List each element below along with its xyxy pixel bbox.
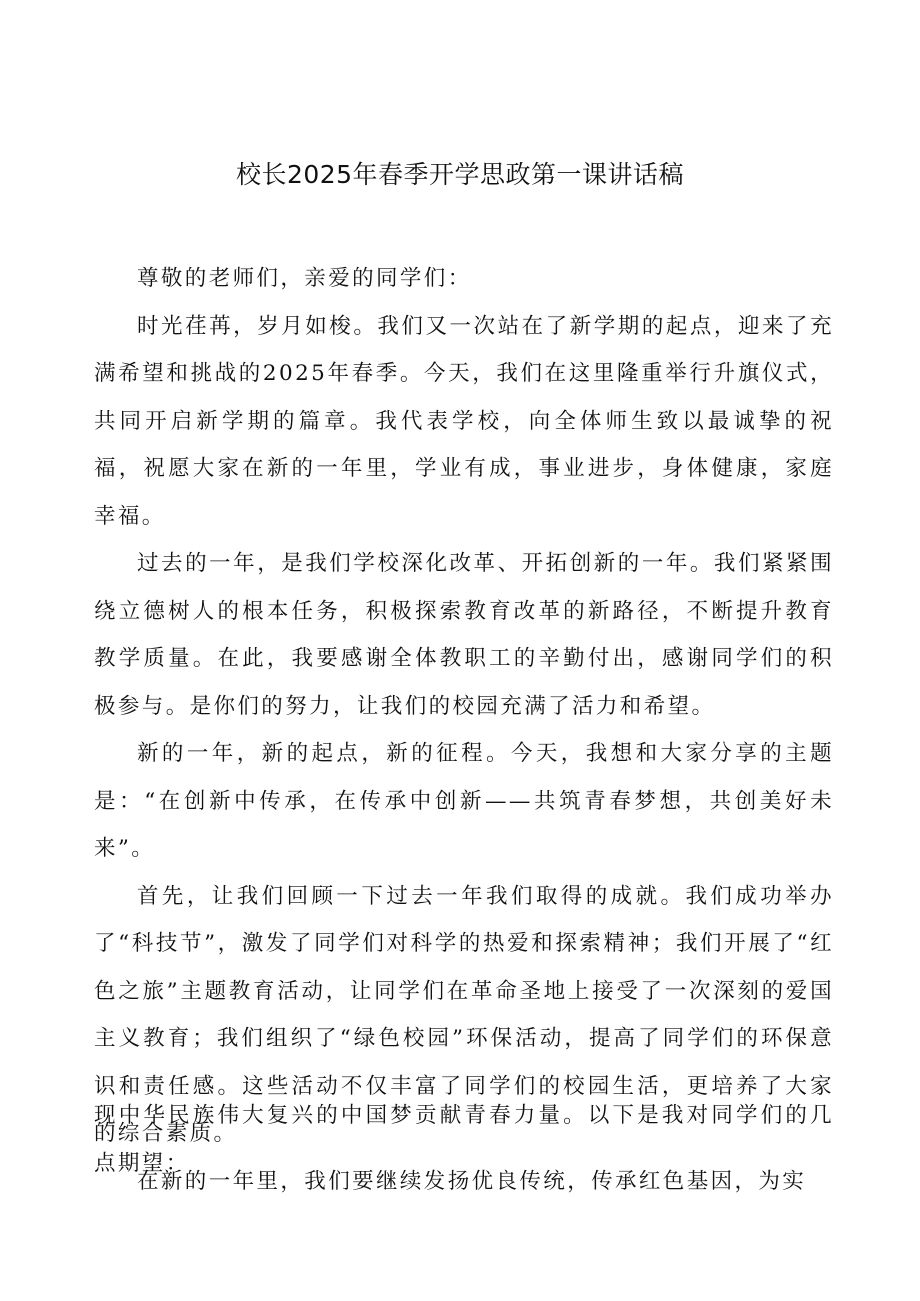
body-paragraph: 新的一年，新的起点，新的征程。今天，我想和大家分享的主题是：“在创新中传承，在传承中创新——共筑青春梦想，共创美好未来”。 <box>94 741 834 861</box>
salutation-paragraph: 尊敬的老师们，亲爱的同学们： <box>137 266 472 291</box>
body-paragraph: 首先，让我们回顾一下过去一年我们取得的成就。我们成功举办了“科技节”，激发了同学们对科学的热爱和探索精神；我们开展了“红色之旅”主题教育活动，让同学们在革命圣地上接受了一次深刻的爱国主义教育；我们组织了“绿色校园”环保活动，提高了同学们的环保意识和责任感。这些活动不仅丰富了同学们的校园生活，更培养了大家的综合素质。 <box>94 883 834 1146</box>
speech-body <box>94 255 834 1205</box>
body-paragraph: 时光荏苒，岁月如梭。我们又一次站在了新学期的起点，迎来了充满希望和挑战的2025年春季。今天，我们在这里隆重举行升旗仪式，共同开启新学期的篇章。我代表学校，向全体师生致以最诚挚的祝福，祝愿大家在新的一年里，学业有成，事业进步，身体健康，家庭幸福。 <box>94 313 834 529</box>
continuation-paragraph: 现中华民族伟大复兴的中国梦贡献青春力量。以下是我对同学们的几点期望： <box>94 1103 834 1176</box>
body-paragraph: 在新的一年里，我们要继续发扬优良传统，传承红色基因，为实 <box>137 1168 807 1194</box>
body-paragraph: 过去的一年，是我们学校深化改革、开拓创新的一年。我们紧紧围绕立德树人的根本任务，积极探索教育改革的新路径，不断提升教育教学质量。在此，我要感谢全体教职工的辛勤付出，感谢同学们的积极参与。是你们的努力，让我们的校园充满了活力和希望。 <box>94 551 834 719</box>
document-title: 校长2025年春季开学思政第一课讲话稿 <box>235 160 685 189</box>
